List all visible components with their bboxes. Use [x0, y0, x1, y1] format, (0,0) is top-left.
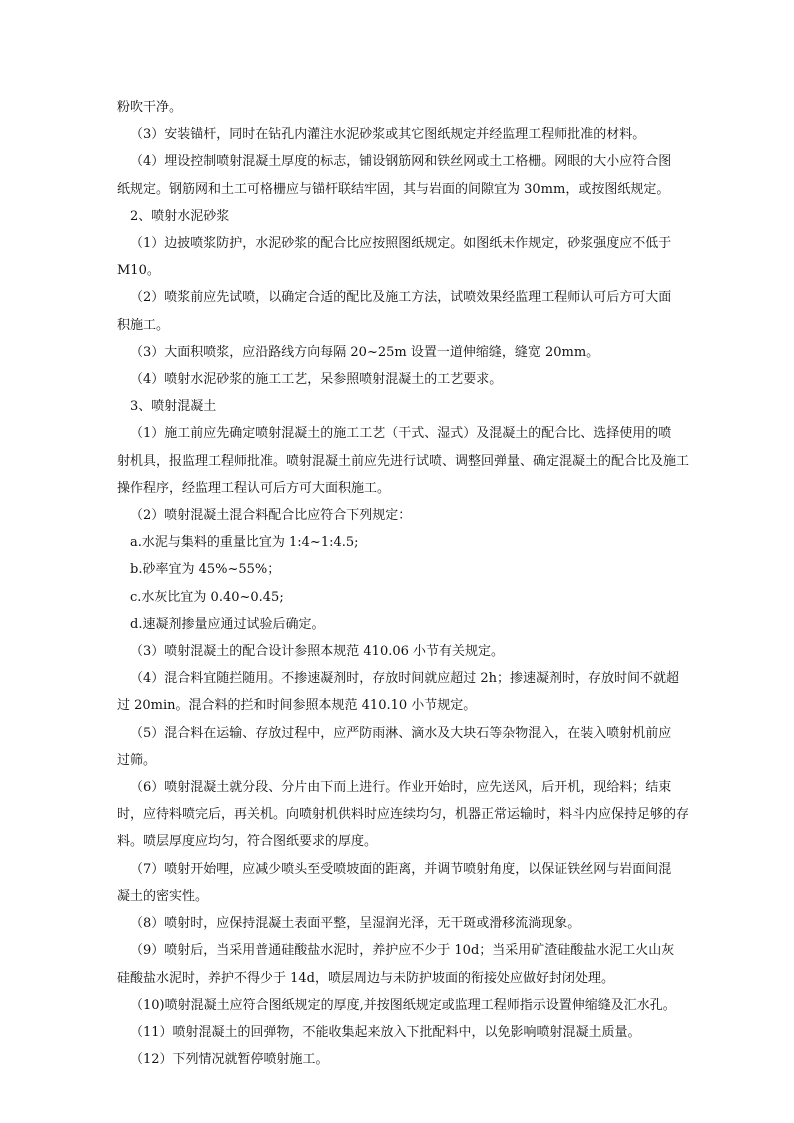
paragraph [117, 638, 689, 665]
text-line: （4）埋设控制喷射混凝土厚度的标志，铺设钢筋网和铁丝网或土工格栅。网眼的大小应符合图 [130, 154, 672, 170]
paragraph [117, 556, 689, 583]
paragraph [117, 420, 689, 502]
paragraph [117, 665, 689, 719]
paragraph [117, 230, 689, 284]
text-line: 3、喷射混凝土 [130, 399, 217, 415]
document-body [117, 94, 689, 1073]
text-line: 射机具，报监理工程师批准。喷射混凝土前应先进行试喷、调整回弹量、确定混凝土的配合比及施工 [117, 453, 690, 469]
text-line: （10)喷射混凝土应符合图纸规定的厚度,并按图纸规定或监理工程师指示设置伸缩缝及汇水孔。 [130, 997, 676, 1013]
text-line: 粉吹干净。 [117, 100, 183, 115]
paragraph [117, 611, 689, 638]
text-line: 过 20min。混合料的拦和时间参照本规范 410.10 小节规定。 [117, 698, 477, 714]
text-line: 时，应待料喷完后，再关机。向喷射机供料时应连续均匀，机器正常运输时，料斗内应保持足够的存 [117, 807, 690, 823]
paragraph [117, 366, 689, 393]
text-line: （11）喷射混凝土的回弹物，不能收集起来放入下批配料中，以免影响喷射混凝土质量。 [130, 1024, 641, 1040]
text-line: （5）混合料在运输、存放过程中，应严防雨淋、滴水及大块石等杂物混入，在装入喷射机前应 [130, 725, 672, 741]
text-line: a.水泥与集料的重量比宜为 1:4~1:4.5; [130, 535, 359, 551]
text-line: （2）喷射混凝土混合料配合比应符合下列规定： [130, 508, 412, 524]
paragraph [117, 121, 689, 148]
text-line: （3）安装锚杆，同时在钻孔内灌注水泥砂浆或其它图纸规定并经监理工程师批准的材料。 [130, 127, 646, 143]
text-line: （1）施工前应先确定喷射混凝土的施工工艺（干式、湿式）及混凝土的配合比、选择使用的喷 [130, 426, 672, 442]
paragraph [117, 774, 689, 856]
text-line: 凝土的密实性。 [117, 888, 209, 904]
text-line: M10。 [117, 263, 160, 279]
text-line: （7）喷射开始哩，应减少喷头至受喷坡面的距离，并调节喷射角度，以保证铁丝网与岩面间混 [130, 861, 672, 877]
text-line: （6）喷射混凝土就分段、分片由下而上进行。作业开始时，应先送风，后开机，现给料；结束 [130, 780, 672, 796]
text-line: c.水灰比宜为 0.40~0.45; [130, 589, 284, 605]
text-line: （3）喷射混凝土的配合设计参照本规范 410.06 小节有关规定。 [130, 644, 505, 660]
text-line: （1）边披喷浆防护，水泥砂浆的配合比应按照图纸规定。如图纸未作规定，砂浆强度应不低于 [130, 236, 672, 252]
text-line: （9）喷射后，当采用普通硅酸盐水泥时，养护应不少于 10d；当采用矿渣硅酸盐水泥工火山灰 [130, 943, 675, 959]
paragraph [117, 339, 689, 366]
paragraph [117, 584, 689, 611]
paragraph [117, 720, 689, 774]
text-line: 操作程序，经监理工程认可后方可大面积施工。 [117, 480, 391, 496]
paragraph [117, 910, 689, 937]
paragraph [117, 502, 689, 529]
paragraph [117, 856, 689, 910]
text-line: 硅酸盐水泥时，养护不得少于 14d，喷层周边与未防护坡面的衔接处应做好封闭处理。 [117, 970, 614, 986]
text-line: 积施工。 [117, 317, 170, 333]
section-heading [117, 203, 689, 230]
text-line: 过筛。 [117, 752, 157, 768]
paragraph [117, 937, 689, 991]
paragraph [117, 284, 689, 338]
paragraph [117, 94, 689, 121]
text-line: （4）混合料宜随拦随用。不掺速凝剂时，存放时间就应超过 2h；掺速凝剂时，存放时间不就超 [130, 671, 680, 687]
text-line: （12）下列情况就暂停喷射施工。 [130, 1052, 329, 1068]
text-line: （2）喷浆前应先试喷，以确定合适的配比及施工方法，试喷效果经监理工程师认可后方可大面 [130, 290, 672, 306]
text-line: （8）喷射时，应保持混凝土表面平整，呈湿润光泽，无干斑或滑移流淌现象。 [130, 916, 581, 932]
section-heading [117, 393, 689, 420]
text-line: （3）大面积喷浆，应沿路线方向每隔 20~25m 设置一道伸缩缝，缝宽 20mm。 [130, 344, 600, 360]
text-line: b.砂率宜为 45%~55%； [130, 562, 281, 578]
text-line: 纸规定。钢筋网和土工可格栅应与锚杆联结牢固，其与岩面的间隙宜为 30mm，或按图纸规定。 [117, 181, 670, 197]
text-line: d.速凝剂掺量应通过试验后确定。 [130, 616, 325, 632]
paragraph [117, 529, 689, 556]
text-line: （4）喷射水泥砂浆的施工工艺，呆参照喷射混凝土的工艺要求。 [130, 372, 503, 388]
paragraph [117, 992, 689, 1019]
text-line: 2、喷射水泥砂浆 [130, 208, 230, 224]
paragraph [117, 1046, 689, 1073]
text-line: 料。喷层厚度应均匀，符合图纸要求的厚度。 [117, 834, 378, 850]
paragraph [117, 1019, 689, 1046]
paragraph [117, 148, 689, 202]
